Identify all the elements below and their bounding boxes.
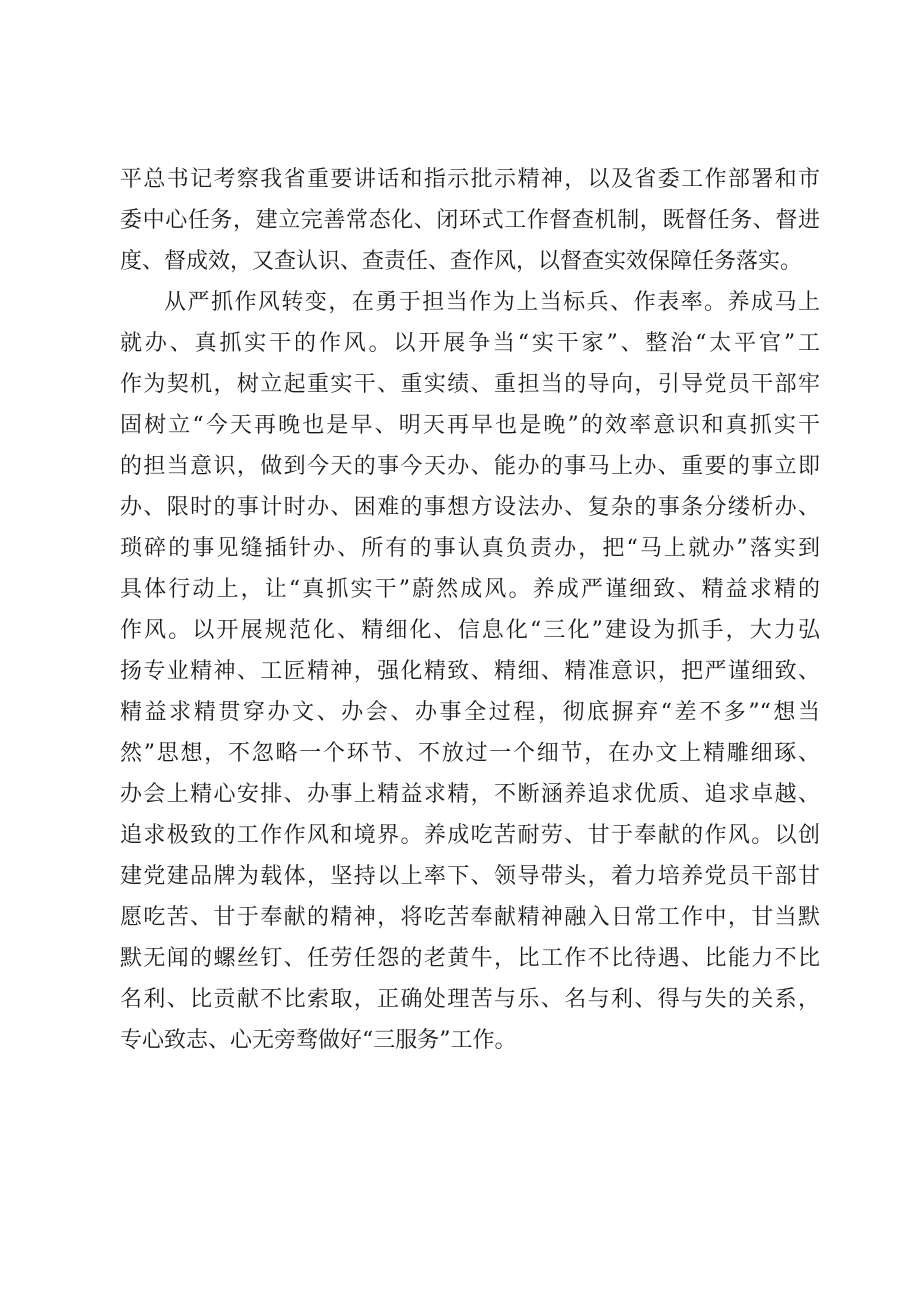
text-line: 默无闻的螺丝钉、任劳任怨的老黄牛，比工作不比待遇、比能力不比	[120, 946, 820, 971]
text-line: 具体行动上，让“真抓实干”蔚然成风。养成严谨细致、精益求精的	[120, 577, 820, 602]
text-line: 然”思想，不忽略一个环节、不放过一个细节，在办文上精雕细琢、	[120, 741, 820, 766]
text-line: 名利、比贡献不比索取，正确处理苦与乐、名与利、得与失的关系，	[120, 987, 820, 1012]
text-line: 作风。以开展规范化、精细化、信息化“三化”建设为抓手，大力弘	[120, 618, 820, 643]
paragraph-first-line: 从严抓作风转变，在勇于担当作为上当标兵、作表率。养成马上	[164, 290, 820, 315]
body-text	[120, 159, 820, 1061]
text-line: 愿吃苦、甘于奉献的精神，将吃苦奉献精神融入日常工作中，甘当默	[120, 905, 820, 930]
text-line: 平总书记考察我省重要讲话和指示批示精神，以及省委工作部署和市	[120, 167, 820, 192]
text-line: 作为契机，树立起重实干、重实绩、重担当的导向，引导党员干部牢	[120, 372, 820, 397]
text-line: 精益求精贯穿办文、办会、办事全过程，彻底摒弃“差不多”“想当	[120, 700, 820, 725]
text-line: 扬专业精神、工匠精神，强化精致、精细、精准意识，把严谨细致、	[120, 659, 820, 684]
text-line: 专心致志、心无旁骛做好“三服务”工作。	[120, 1028, 517, 1053]
text-line: 追求极致的工作作风和境界。养成吃苦耐劳、甘于奉献的作风。以创	[120, 823, 820, 848]
text-line: 度、督成效，又查认识、查责任、查作风，以督查实效保障任务落实。	[120, 249, 803, 274]
text-line: 委中心任务，建立完善常态化、闭环式工作督查机制，既督任务、督进	[120, 208, 820, 233]
text-line: 固树立“今天再晚也是早、明天再早也是晚”的效率意识和真抓实干	[120, 413, 820, 438]
text-line: 就办、真抓实干的作风。以开展争当“实干家”、整治“太平官”工	[120, 331, 820, 356]
text-line: 办会上精心安排、办事上精益求精，不断涵养追求优质、追求卓越、	[120, 782, 820, 807]
text-line: 办、限时的事计时办、困难的事想方设法办、复杂的事条分缕析办、	[120, 495, 820, 520]
text-line: 建党建品牌为载体，坚持以上率下、领导带头，着力培养党员干部甘	[120, 864, 820, 889]
text-line: 的担当意识，做到今天的事今天办、能办的事马上办、重要的事立即	[120, 454, 820, 479]
text-line: 琐碎的事见缝插针办、所有的事认真负责办，把“马上就办”落实到	[120, 536, 820, 561]
